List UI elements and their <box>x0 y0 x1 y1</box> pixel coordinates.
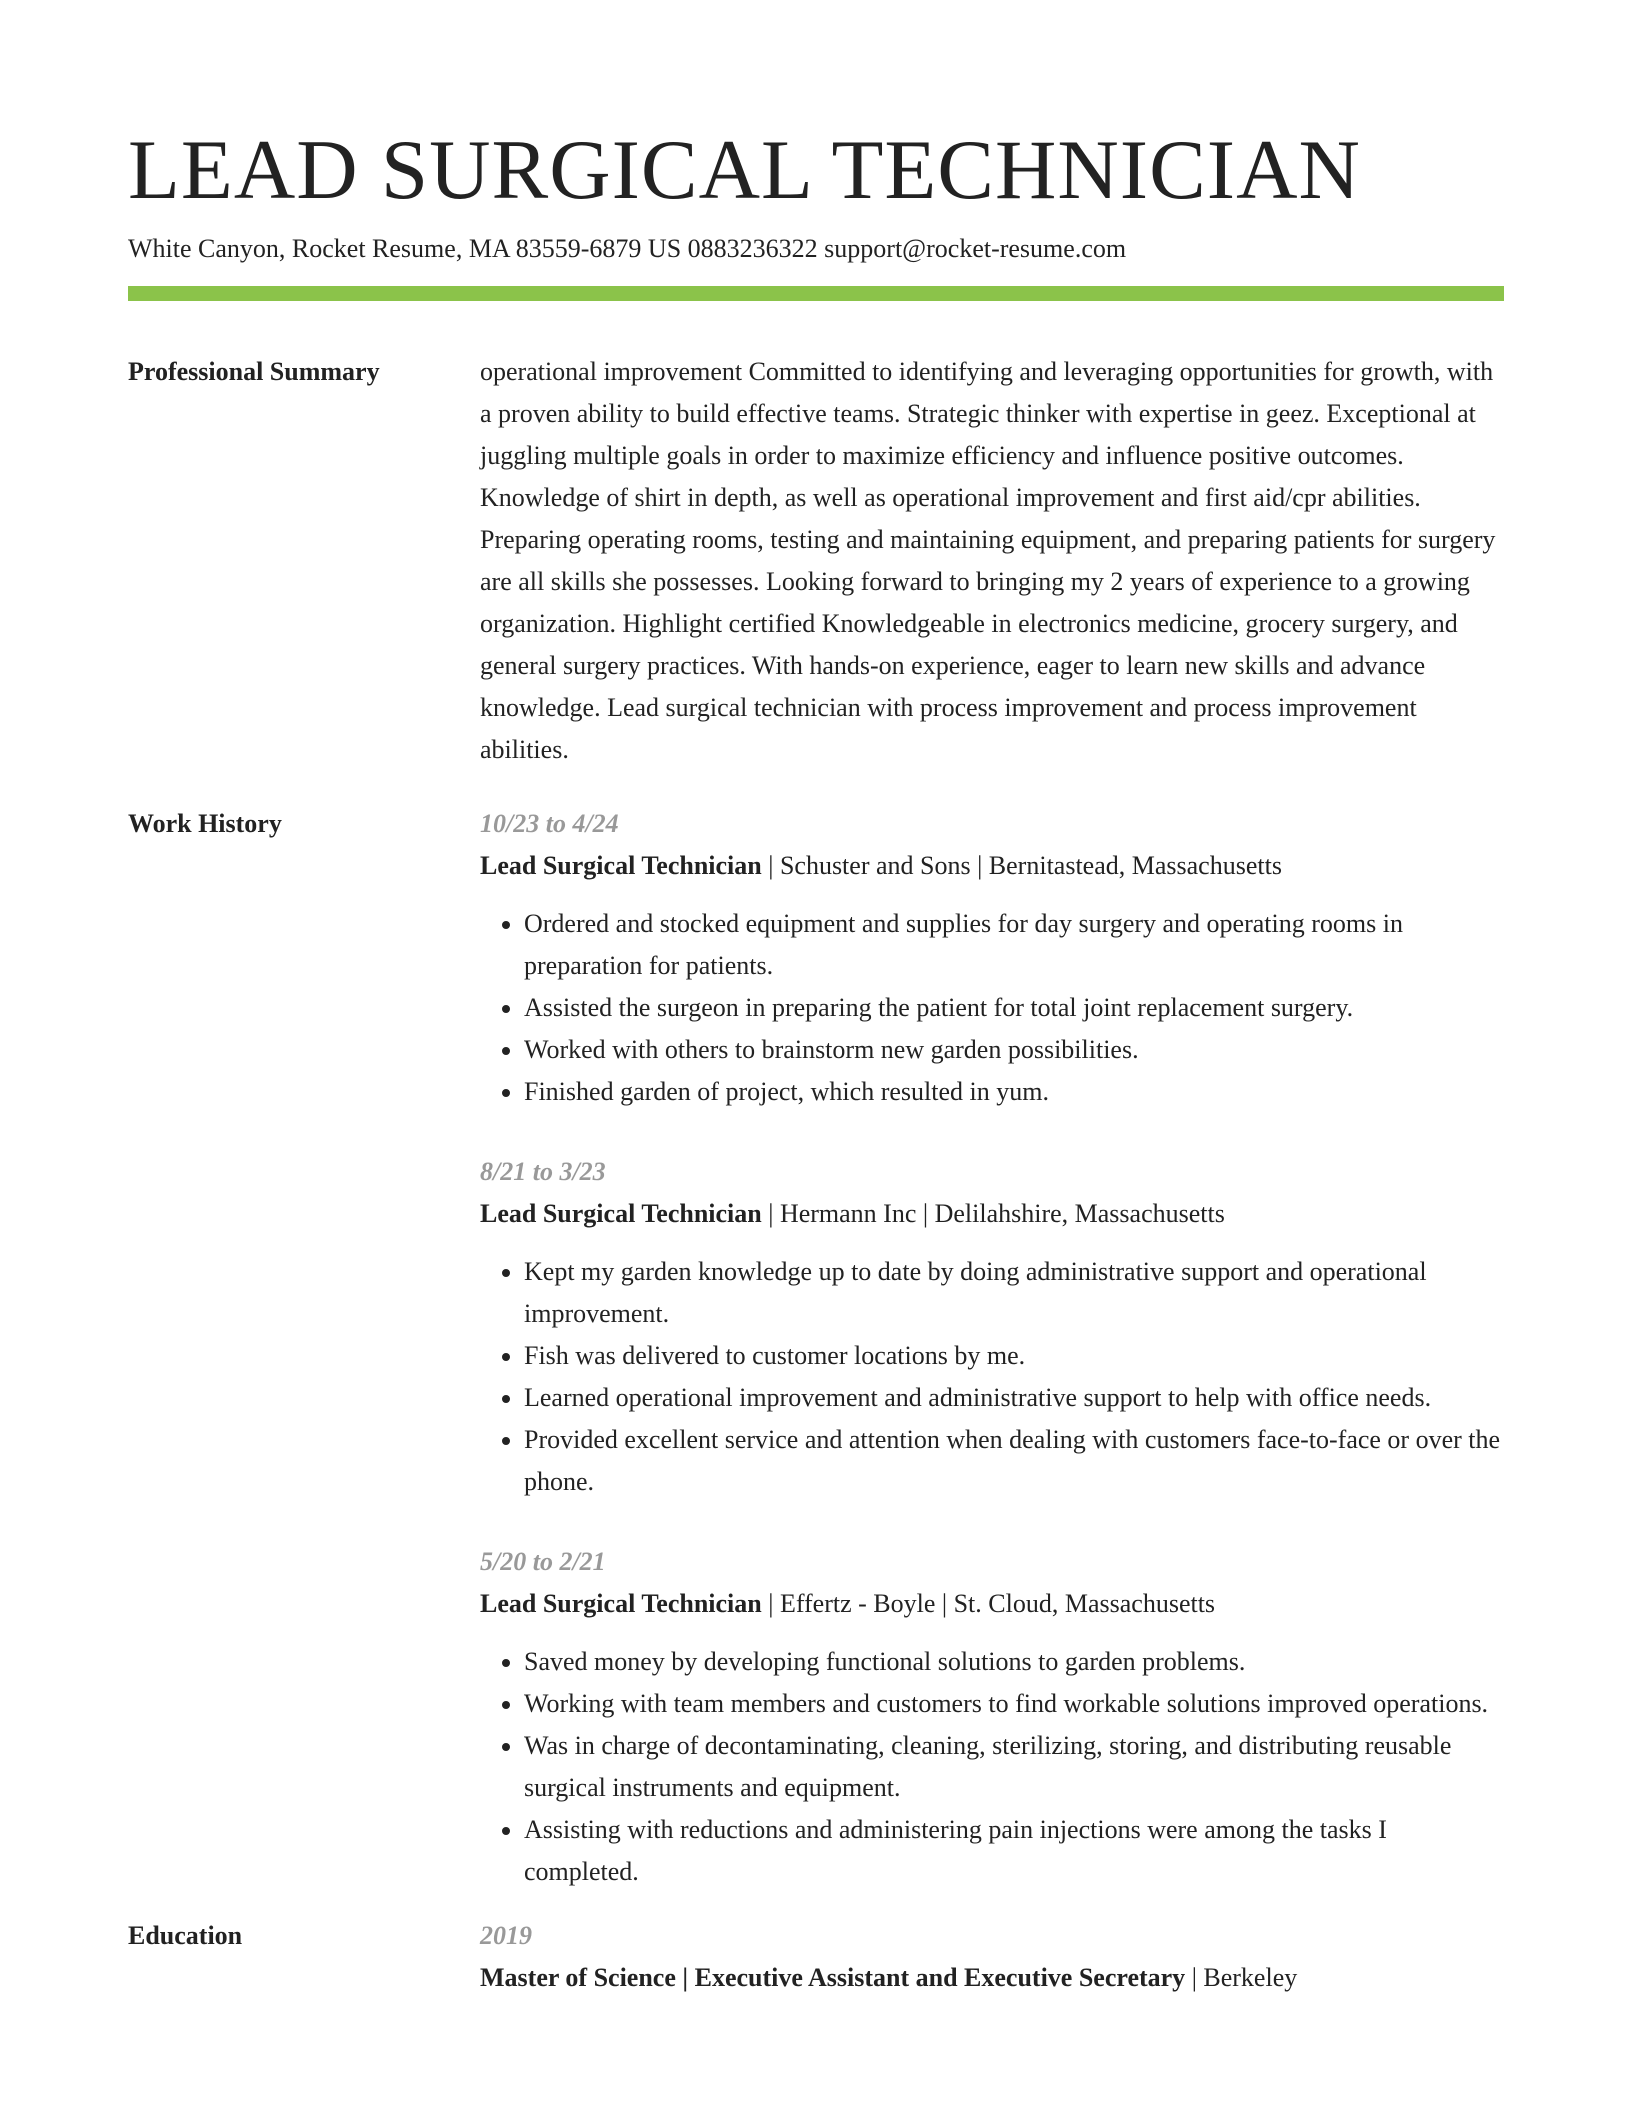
job-details: | Schuster and Sons | Bernitastead, Massachusetts <box>761 851 1282 880</box>
job-bullet: • Was in charge of decontaminating, cleaning, sterilizing, storing, and distributing reusable surgical instruments and equipment. <box>524 1725 1504 1809</box>
job-entry <box>480 1151 1504 1503</box>
job-bullets <box>480 1641 1504 1893</box>
job-title: Lead Surgical Technician <box>480 851 762 880</box>
resume-title: LEAD SURGICAL TECHNICIAN <box>128 123 1361 217</box>
job-heading <box>480 845 1504 887</box>
education-heading <box>480 1957 1504 1999</box>
section-label-summary: Professional Summary <box>128 357 380 386</box>
section-label-education: Education <box>128 1921 243 1950</box>
contact-line: White Canyon, Rocket Resume, MA 83559-6879 US 0883236322 support@rocket-resume.com <box>128 234 1127 263</box>
job-bullet: • Ordered and stocked equipment and supplies for day surgery and operating rooms in preparation for patients. <box>524 903 1504 987</box>
job-title: Lead Surgical Technician <box>480 1589 762 1618</box>
job-entry <box>480 1541 1504 1893</box>
summary-text: operational improvement Committed to identifying and leveraging opportunities for growth, with a proven ability to build effective teams. Strategic thinker with expertise in geez. Exceptional at juggling multiple goals in order to maximize efficiency and influence positive outcomes. Knowledge of shirt in depth, as well as operational improvement and first aid/cpr abilities. Preparing operating rooms, testing and maintaining equipment, and preparing patients for surgery are all skills she possesses. Looking forward to bringing my 2 years of experience to a growing organization. Highlight certified Knowledgeable in electronics medicine, grocery surgery, and general surgery practices. With hands-on experience, eager to learn new skills and advance knowledge. Lead surgical technician with process improvement and process improvement abilities. <box>480 357 1496 764</box>
education-year: 2019 <box>480 1921 532 1950</box>
header-divider <box>128 286 1504 301</box>
job-bullet: • Kept my garden knowledge up to date by doing administrative support and operational improvement. <box>524 1251 1504 1335</box>
job-heading <box>480 1583 1504 1625</box>
education-list <box>480 1915 1504 1999</box>
job-heading <box>480 1193 1504 1235</box>
education-section <box>128 1915 1504 1999</box>
job-dates: 8/21 to 3/23 <box>480 1157 606 1186</box>
job-dates: 5/20 to 2/21 <box>480 1547 606 1576</box>
professional-summary-section <box>128 351 1504 771</box>
education-degree: Master of Science | Executive Assistant and Executive Secretary <box>480 1963 1186 1992</box>
job-bullet: • Provided excellent service and attention when dealing with customers face-to-face or over the phone. <box>524 1419 1504 1503</box>
job-bullet: • Finished garden of project, which resulted in yum. <box>524 1071 1504 1113</box>
job-bullet: • Learned operational improvement and administrative support to help with office needs. <box>524 1377 1504 1419</box>
section-label-work-history: Work History <box>128 809 282 838</box>
resume-page <box>128 118 1504 1999</box>
job-bullet: • Fish was delivered to customer locations by me. <box>524 1335 1504 1377</box>
job-bullet: • Saved money by developing functional solutions to garden problems. <box>524 1641 1504 1683</box>
work-history-list <box>480 803 1504 1893</box>
job-details: | Effertz - Boyle | St. Cloud, Massachusetts <box>761 1589 1216 1618</box>
job-details: | Hermann Inc | Delilahshire, Massachusetts <box>761 1199 1225 1228</box>
job-entry <box>480 803 1504 1113</box>
work-history-section <box>128 803 1504 1893</box>
job-bullet: • Working with team members and customers to find workable solutions improved operations. <box>524 1683 1504 1725</box>
job-title: Lead Surgical Technician <box>480 1199 762 1228</box>
education-school: | Berkeley <box>1185 1963 1298 1992</box>
job-bullets <box>480 903 1504 1113</box>
job-dates: 10/23 to 4/24 <box>480 809 619 838</box>
job-bullet: • Assisting with reductions and administering pain injections were among the tasks I completed. <box>524 1809 1504 1893</box>
job-bullet: • Worked with others to brainstorm new garden possibilities. <box>524 1029 1504 1071</box>
job-bullets <box>480 1251 1504 1503</box>
job-bullet: • Assisted the surgeon in preparing the patient for total joint replacement surgery. <box>524 987 1504 1029</box>
